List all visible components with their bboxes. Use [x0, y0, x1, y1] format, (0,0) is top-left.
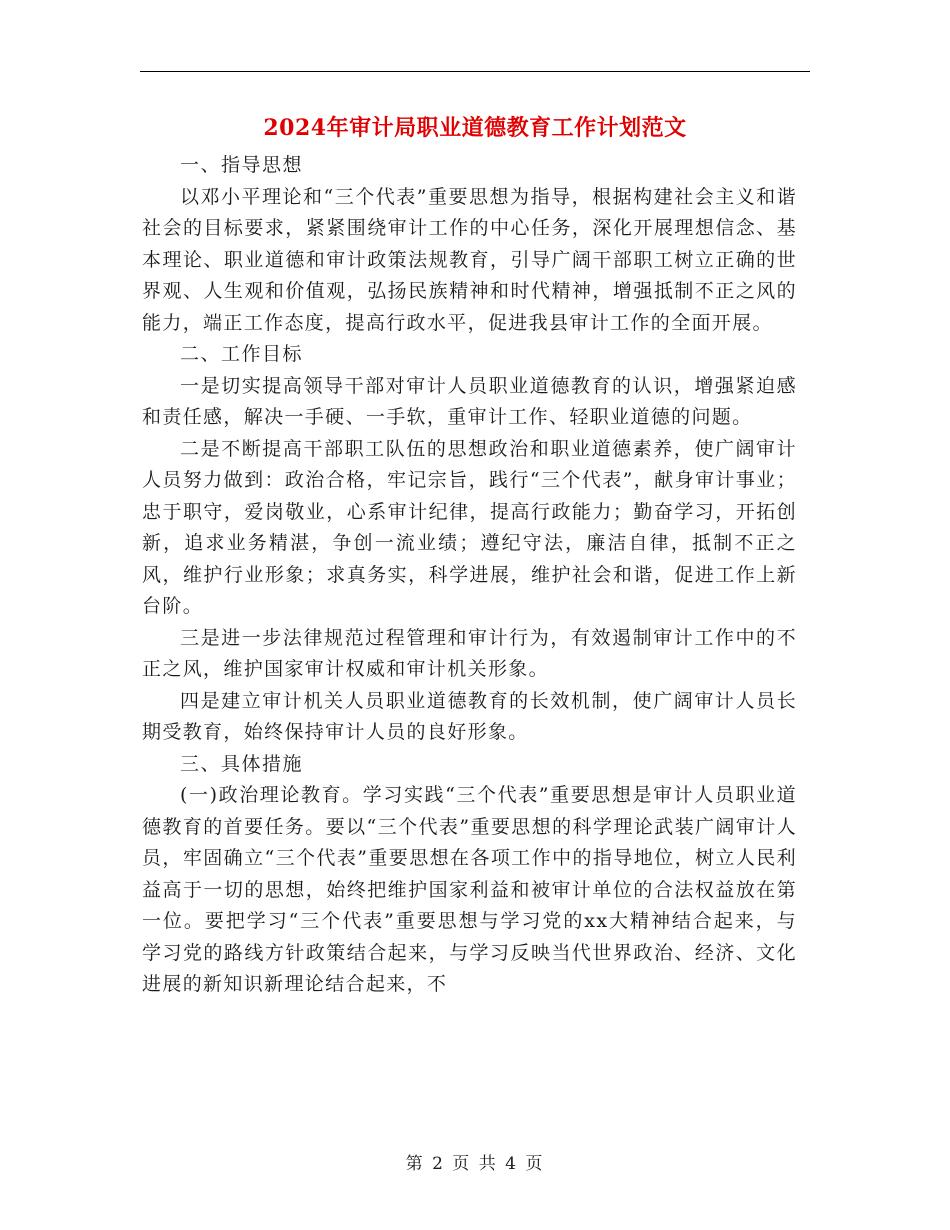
page-footer: 第 2 页 共 4 页 [405, 1154, 545, 1174]
section-heading-work-goals: 二、工作目标 [180, 343, 304, 365]
section-heading-measures: 三、具体措施 [180, 752, 304, 775]
paragraph-goal-4: 四是建立审计机关人员职业道德教育的长效机制，使广阔审计人员长期受教育，始终保持审计人员的良好形象。 [142, 689, 797, 743]
document-body [142, 150, 797, 1001]
paragraph-goal-2: 二是不断提高干部职工队伍的思想政治和职业道德素养，使广阔审计人员努力做到：政治合格，牢记宗旨，践行“三个代表”，献身审计事业；忠于职守，爱岗敬业，心系审计纪律，提高行政能力；勤奋学习，开拓创新，追求业务精湛，争创一流业绩；遵纪守法，廉洁自律，抵制不正之风，维护行业形象；求真务实，科学进展，维护社会和谐，促进工作上新台阶。 [142, 437, 797, 617]
paragraph-measure-1: (一)政治理论教育。学习实践“三个代表”重要思想是审计人员职业道德教育的首要任务。要以“三个代表”重要思想的科学理论武装广阔审计人员，牢固确立“三个代表”重要思想在各项工作中的指导地位，树立人民利益高于一切的思想，始终把维护国家利益和被审计单位的合法权益放在第一位。要把学习“三个代表”重要思想与学习党的xx大精神结合起来，与学习党的路线方针政策结合起来，与学习反映当代世界政治、经济、文化进展的新知识新理论结合起来，不 [142, 784, 797, 995]
document-title: 2024年审计局职业道德教育工作计划范文 [263, 115, 687, 141]
paragraph-goal-3: 三是进一步法律规范过程管理和审计行为，有效遏制审计工作中的不正之风，维护国家审计权威和审计机关形象。 [142, 626, 797, 680]
header-rule [140, 71, 810, 72]
paragraph-goal-1: 一是切实提高领导干部对审计人员职业道德教育的认识，增强紧迫感和责任感，解决一手硬、一手软，重审计工作、轻职业道德的问题。 [142, 374, 797, 428]
paragraph-guiding-thought: 以邓小平理论和“三个代表”重要思想为指导，根据构建社会主义和谐社会的目标要求，紧紧围绕审计工作的中心任务，深化开展理想信念、基本理论、职业道德和审计政策法规教育，引导广阔干部职工树立正确的世界观、人生观和价值观，弘扬民族精神和时代精神，增强抵制不正之风的能力，端正工作态度，提高行政水平，促进我县审计工作的全面开展。 [142, 185, 797, 334]
section-heading-guiding-thought: 一、指导思想 [180, 154, 304, 176]
